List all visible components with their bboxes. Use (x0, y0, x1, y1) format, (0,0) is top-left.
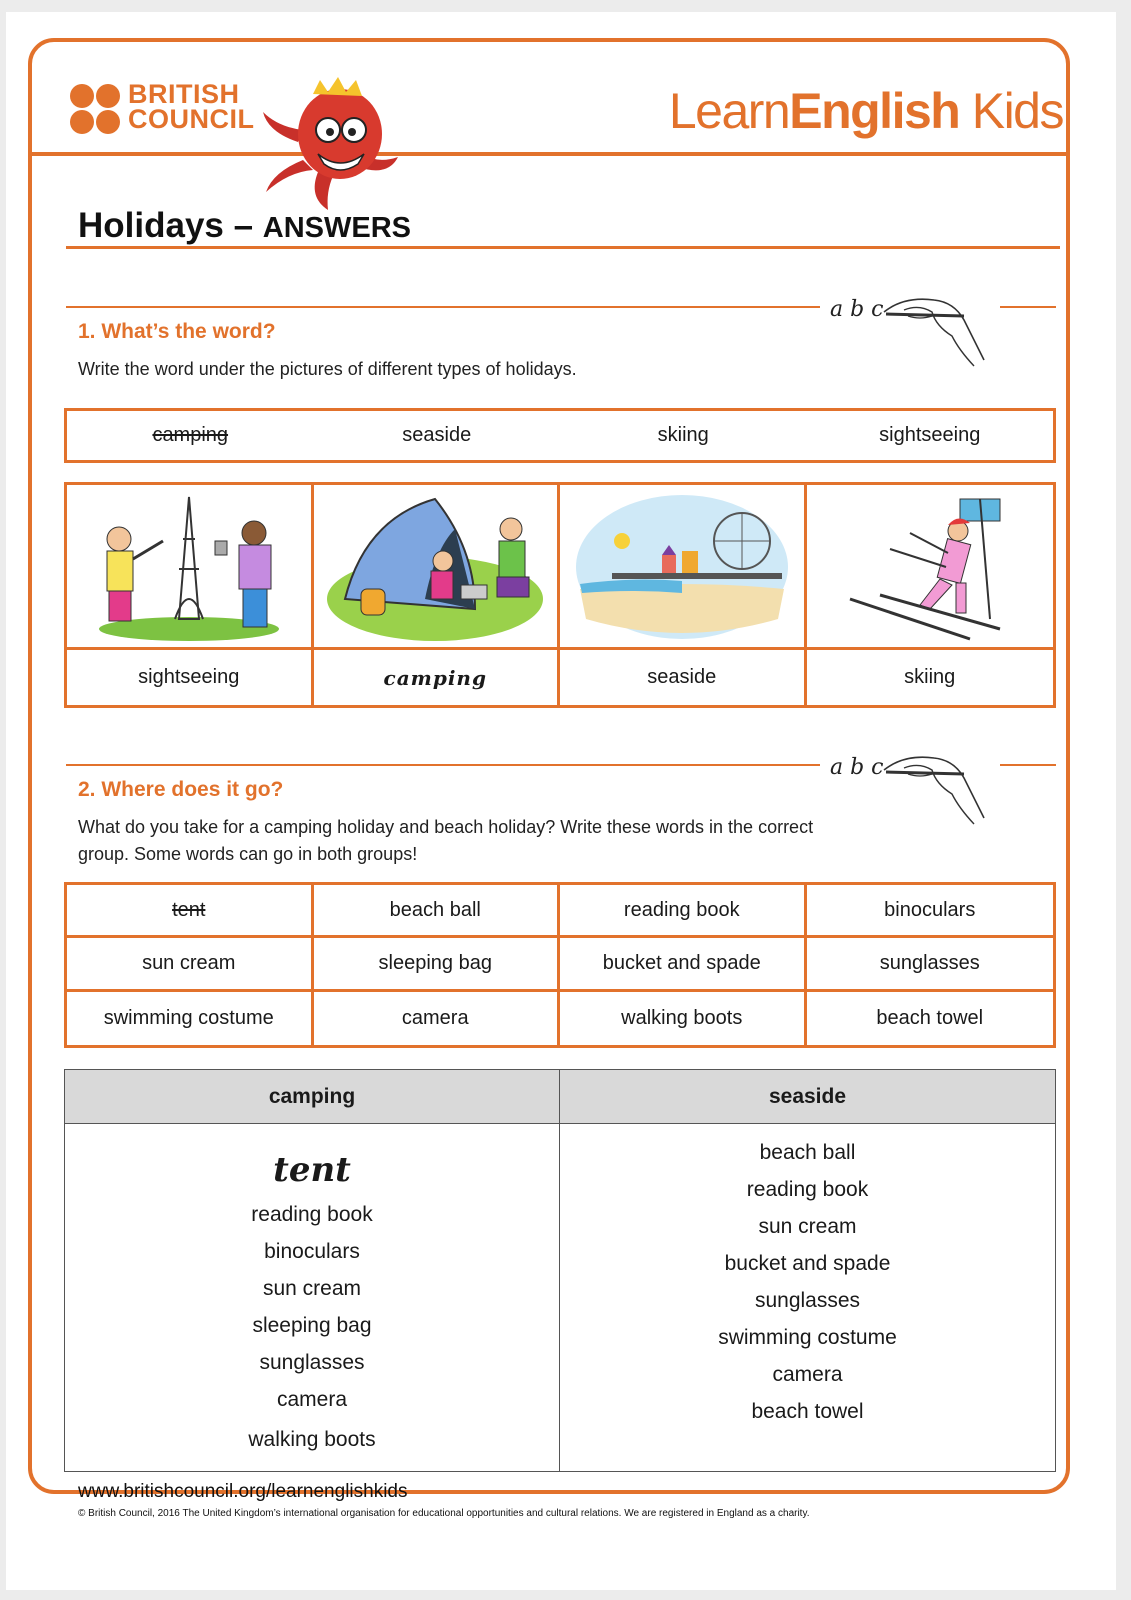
section2-line-end (1000, 764, 1056, 766)
word-grid-item: beach towel (876, 1006, 984, 1029)
list-item: swimming costume (718, 1326, 897, 1349)
answer-cell: camping (314, 650, 561, 705)
word-bank (64, 408, 1056, 463)
column-header-camping: camping (65, 1070, 560, 1124)
footer-copyright: © British Council, 2016 The United Kingdom’s international organisation for educational opportunities and cultural relations. We are registered in England as a charity. (78, 1508, 810, 1519)
svg-text:a b c: a b c (830, 297, 884, 322)
answer-table (64, 1069, 1056, 1472)
footer-url[interactable]: www.britishcouncil.org/learnenglishkids (78, 1481, 408, 1502)
word-bank-item: seaside (402, 424, 472, 446)
word-grid (64, 882, 1056, 1048)
list-item: sunglasses (259, 1351, 365, 1374)
list-item: sun cream (262, 1277, 362, 1300)
answer-cell: sightseeing (67, 650, 314, 705)
section2-title: 2. Where does it go? (78, 778, 284, 801)
camping-picture-icon (325, 489, 545, 644)
list-item: camera (772, 1363, 843, 1386)
list-item: beach ball (759, 1141, 856, 1164)
picture-table (64, 482, 1056, 708)
picture-cell (67, 485, 314, 650)
section2-line (66, 764, 820, 766)
word-grid-item: reading book (560, 885, 807, 938)
section1-line-end (1000, 306, 1056, 308)
word-grid-item: sun cream (67, 938, 314, 991)
list-item: binoculars (264, 1240, 360, 1263)
list-item: sun cream (758, 1215, 857, 1238)
picture-cell (314, 485, 561, 650)
list-item: reading book (746, 1178, 869, 1201)
word-grid-item: sleeping bag (314, 938, 561, 991)
column-header-seaside: seaside (560, 1070, 1055, 1124)
page-title: Holidays – ANSWERS (78, 206, 412, 245)
section1-line (66, 306, 820, 308)
seaside-column (560, 1124, 1055, 1471)
title-underline (66, 246, 1060, 249)
sightseeing-picture-icon (79, 489, 299, 644)
word-grid-item: bucket and spade (560, 938, 807, 991)
list-item: sunglasses (754, 1289, 861, 1312)
section1-instructions: Write the word under the pictures of different types of holidays. (78, 359, 577, 379)
list-item: reading book (251, 1203, 373, 1226)
word-grid-item: sunglasses (807, 938, 1054, 991)
section2-instructions: What do you take for a camping holiday and beach holiday? Write these words in the correct group. Some words can go in both groups! (78, 817, 814, 864)
bc-logo-text: BRITISH COUNCIL (128, 79, 255, 134)
word-grid-item: swimming costume (67, 992, 314, 1045)
svg-text:a b c: a b c (830, 755, 884, 780)
answer-cell: skiing (904, 666, 956, 688)
word-bank-item: skiing (657, 424, 709, 446)
skiing-picture-icon (820, 489, 1040, 644)
handwritten-answer: tent (273, 1150, 351, 1190)
writing-hand-icon (824, 748, 1004, 828)
header-divider (28, 152, 1070, 156)
word-grid-item: tent (67, 885, 314, 938)
picture-cell (807, 485, 1054, 650)
seaside-picture-icon (572, 489, 792, 644)
word-bank-item: camping (152, 424, 229, 446)
list-item: bucket and spade (724, 1252, 891, 1275)
section1-title: 1. What’s the word? (78, 320, 276, 343)
picture-cell (560, 485, 807, 650)
learnenglish-kids-logo: LearnEnglish Kids (668, 83, 1063, 139)
list-item: walking boots (248, 1428, 376, 1451)
british-council-logo (70, 79, 255, 136)
writing-hand-icon (824, 290, 1004, 370)
word-grid-item: walking boots (560, 992, 807, 1045)
bc-dots-icon (70, 84, 122, 136)
list-item: camera (276, 1388, 348, 1411)
word-grid-item: camera (314, 992, 561, 1045)
camping-column (65, 1124, 560, 1471)
list-item: sleeping bag (252, 1314, 372, 1337)
word-grid-item: binoculars (807, 885, 1054, 938)
word-bank-item: sightseeing (879, 424, 981, 446)
answer-cell: seaside (560, 650, 807, 705)
list-item: beach towel (751, 1400, 864, 1423)
mascot-monster-icon (258, 72, 408, 212)
word-grid-item: beach ball (314, 885, 561, 938)
